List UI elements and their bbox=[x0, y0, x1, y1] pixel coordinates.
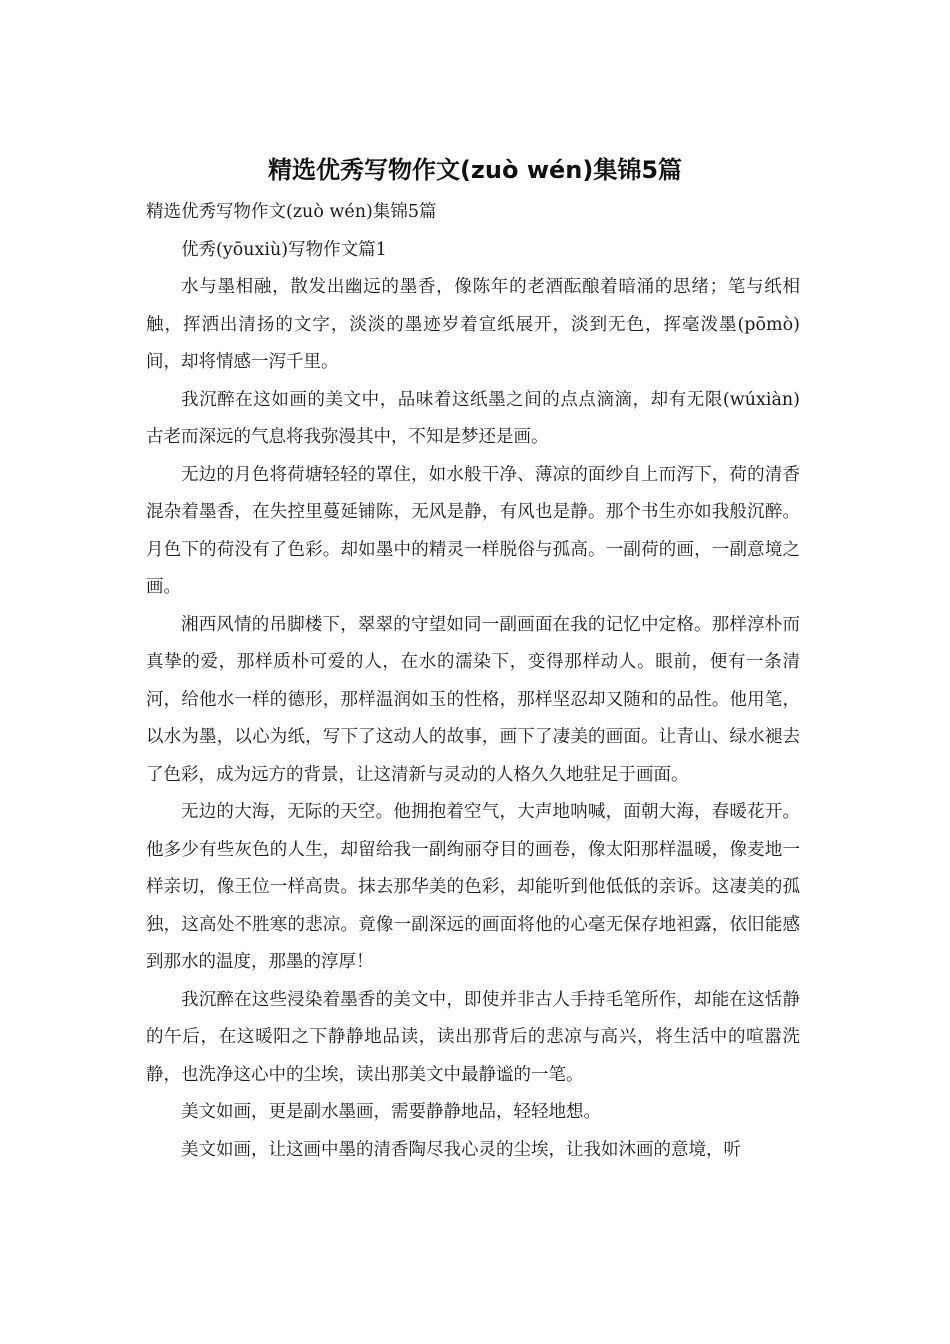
paragraph: 我沉醉在这些浸染着墨香的美文中，即使并非古人手持毛笔所作，却能在这恬静的午后，在这暖阳之下静静地品读，读出那背后的悲凉与高兴，将生活中的喧嚣洗静，也洗净这心中的尘埃，读出那美文中最静谧的一笔。 bbox=[146, 989, 800, 1085]
document-subtitle: 精选优秀写物作文(zuò wén)集锦5篇 bbox=[146, 202, 437, 222]
paragraph: 无边的大海，无际的天空。他拥抱着空气，大声地呐喊，面朝大海，春暖花开。他多少有些灰色的人生，却留给我一副绚丽夺目的画卷，像太阳那样温暖，像麦地一样亲切，像王位一样高贵。抹去那华美的色彩，却能听到他低低的亲诉。这凄美的孤独，这高处不胜寒的悲凉。竟像一副深远的画面将他的心毫无保存地袒露，依旧能感到那水的温度，那墨的淳厚！ bbox=[146, 802, 800, 972]
paragraph: 我沉醉在这如画的美文中，品味着这纸墨之间的点点滴滴，却有无限(wúxiàn)古老而深远的气息将我弥漫其中，不知是梦还是画。 bbox=[146, 389, 800, 447]
section-heading: 优秀(yōuxiù)写物作文篇1 bbox=[181, 239, 387, 260]
paragraph: 无边的月色将荷塘轻轻的罩住，如水般干净、薄凉的面纱自上而泻下，荷的清香混杂着墨香，在失控里蔓延铺陈，无风是静，有风也是静。那个书生亦如我般沉醉。月色下的荷没有了色彩。却如墨中的精灵一样脱俗与孤高。一副荷的画，一副意境之画。 bbox=[146, 464, 800, 597]
paragraph: 湘西风情的吊脚楼下，翠翠的守望如同一副画面在我的记忆中定格。那样淳朴而真挚的爱，那样质朴可爱的人，在水的濡染下，变得那样动人。眼前，便有一条清河，给他水一样的德形，那样温润如玉的性格，那样坚忍却又随和的品性。他用笔，以水为墨，以心为纸，写下了这动人的故事，画下了凄美的画面。让青山、绿水褪去了色彩，成为远方的背景，让这清新与灵动的人格久久地驻足于画面。 bbox=[146, 614, 800, 785]
document-title: 精选优秀写物作文(zuò wén)集锦5篇 bbox=[267, 156, 683, 184]
document-body bbox=[146, 194, 800, 1169]
paragraph: 美文如画，更是副水墨画，需要静静地品，轻轻地想。 bbox=[181, 1102, 601, 1122]
paragraph: 美文如画，让这画中墨的清香陶尽我心灵的尘埃，让我如沐画的意境，听 bbox=[181, 1139, 741, 1160]
paragraph: 水与墨相融，散发出幽远的墨香，像陈年的老酒酝酿着暗涌的思绪；笔与纸相触，挥洒出清扬的文字，淡淡的墨迹岁着宣纸展开，淡到无色，挥毫泼墨(pōmò)间，却将情感一泻千里。 bbox=[146, 277, 800, 372]
